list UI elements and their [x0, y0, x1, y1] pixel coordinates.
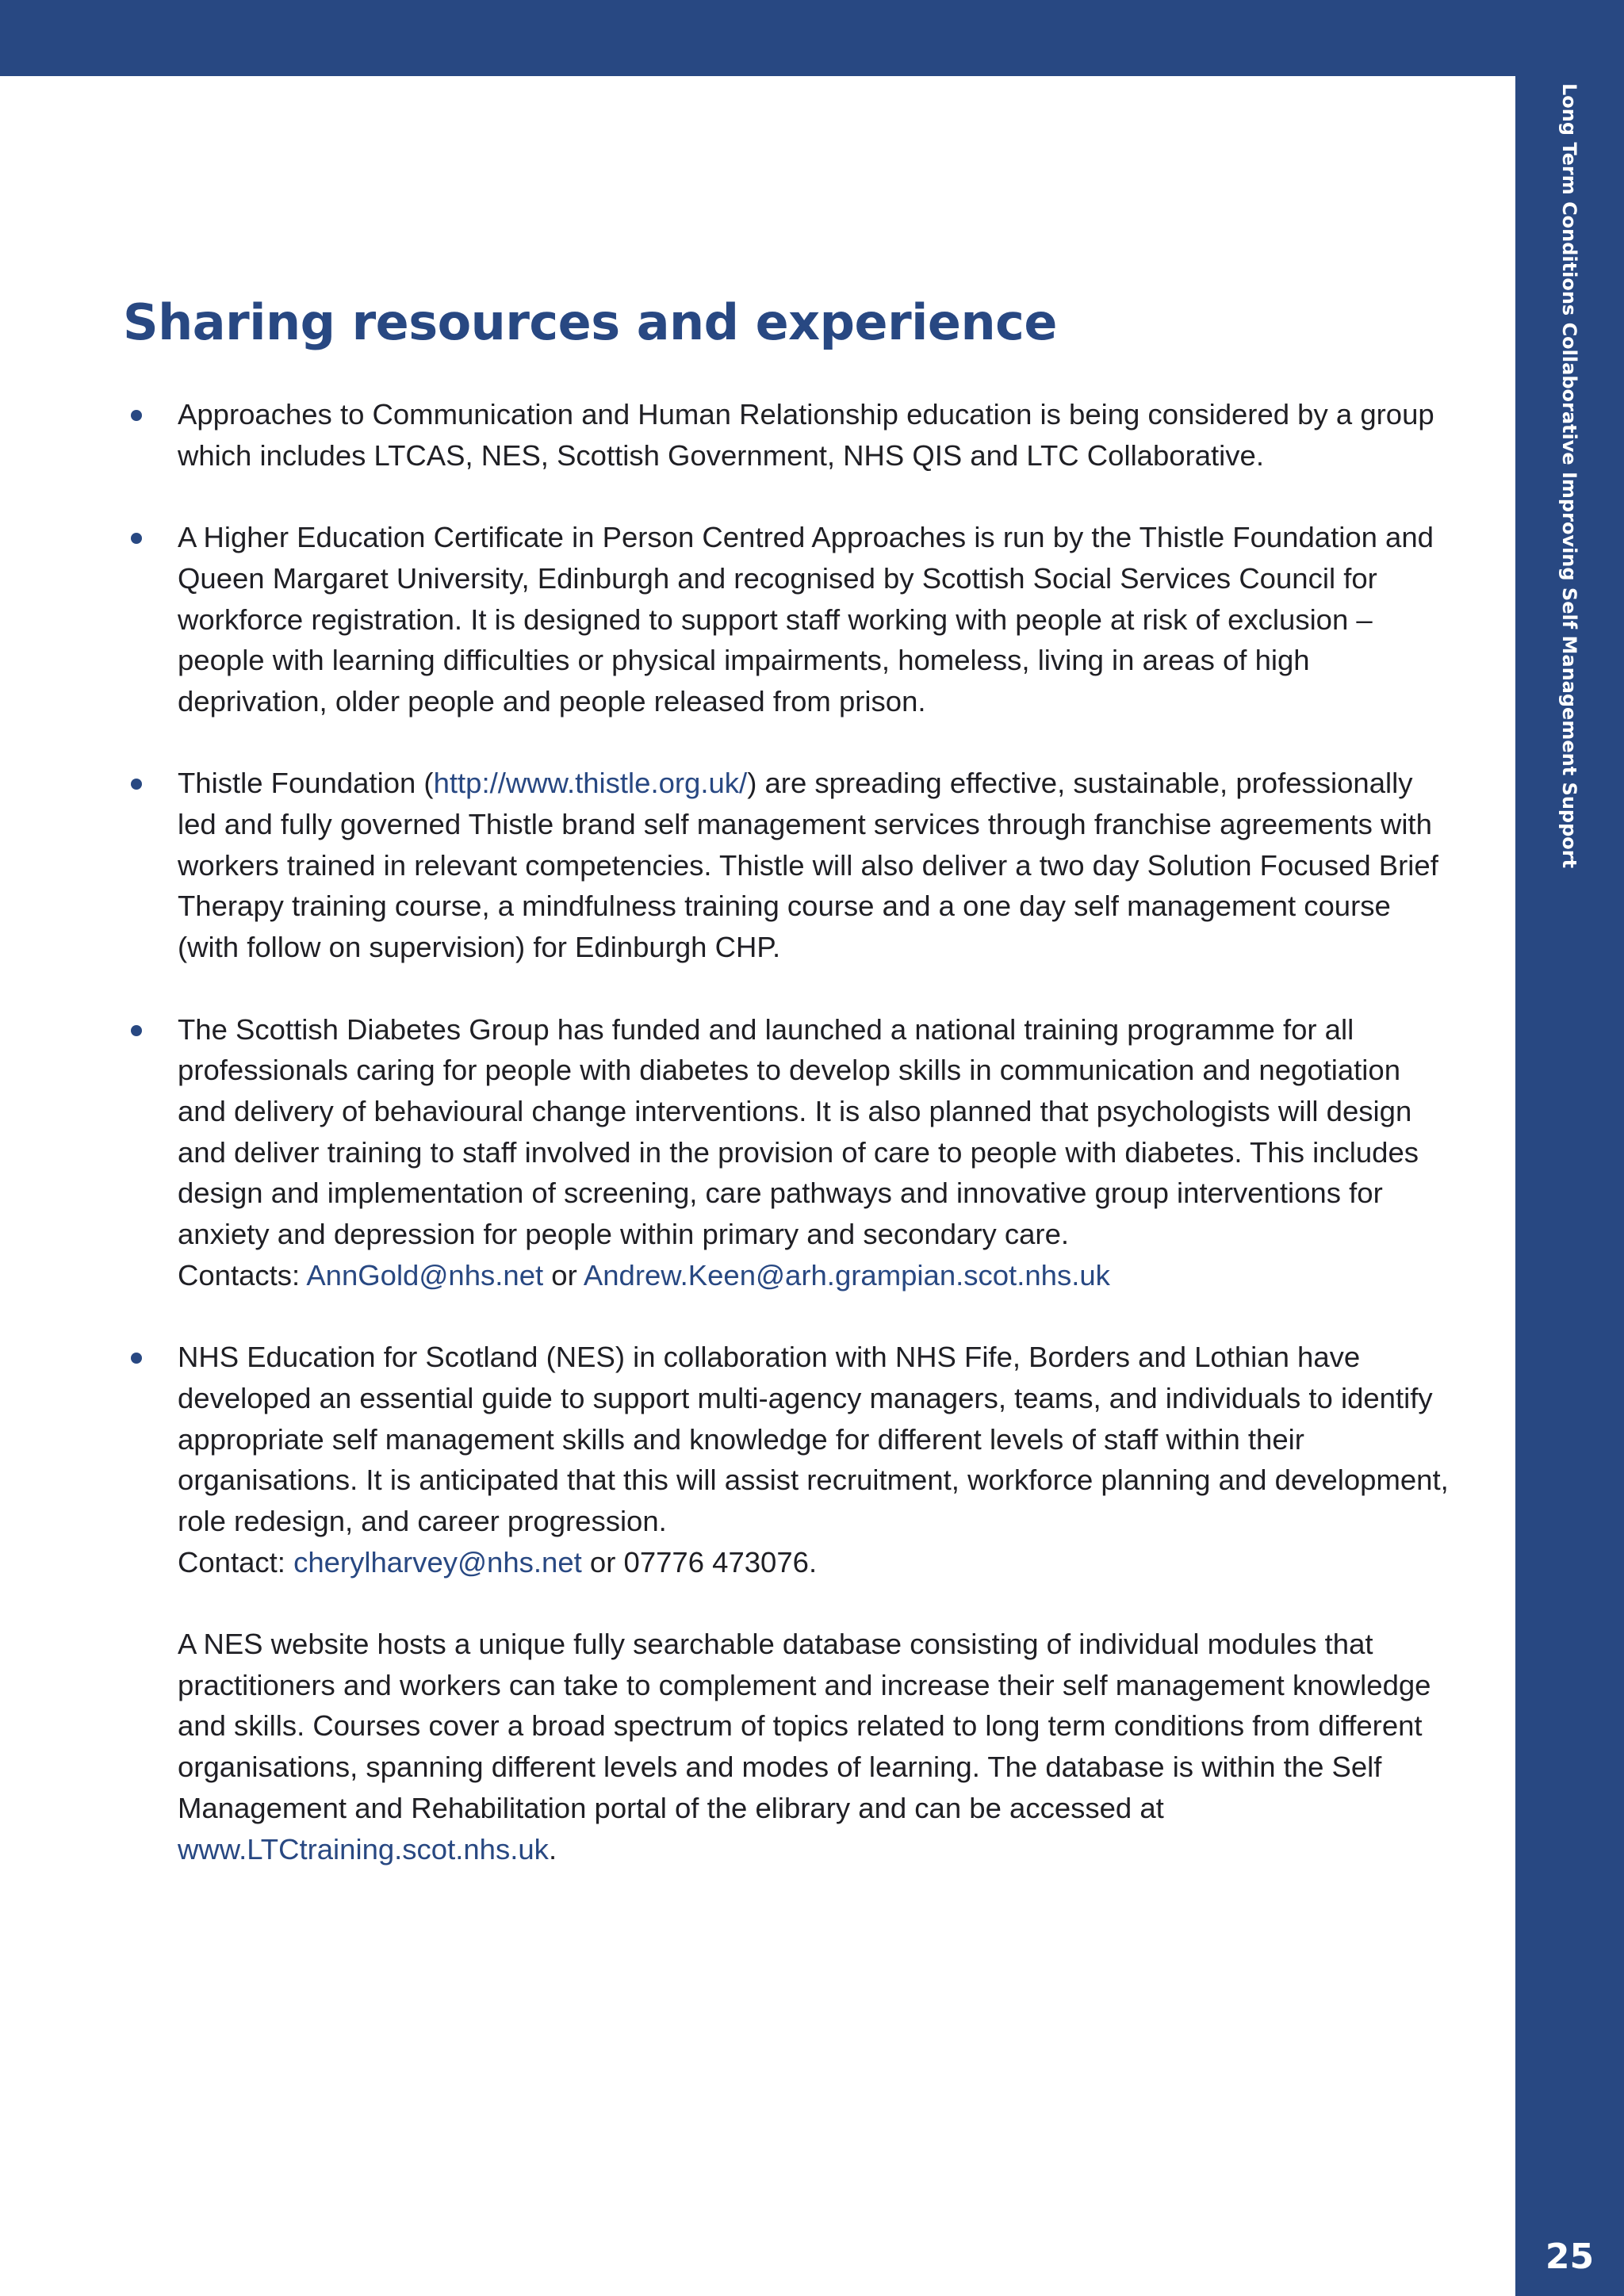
- phone-text: or 07776 473076.: [581, 1545, 818, 1578]
- bullet-icon: [131, 1025, 142, 1036]
- bullet-icon: [131, 410, 142, 421]
- ltc-training-link[interactable]: www.LTCtraining.scot.nhs.uk: [178, 1832, 549, 1866]
- bullet-text: [178, 763, 1455, 968]
- contacts-line: [178, 1255, 1455, 1296]
- or-separator: or: [543, 1258, 584, 1292]
- thistle-website-link[interactable]: http://www.thistle.org.uk/: [433, 767, 748, 800]
- website-end: .: [548, 1832, 557, 1866]
- bullet-icon: [131, 779, 142, 790]
- list-item: [123, 394, 1455, 476]
- top-header-band: [0, 0, 1624, 76]
- side-running-title: Long Term Conditions Collaborative Improving Self Management Support: [1558, 83, 1580, 869]
- website-text: A NES website hosts a unique fully searchable database consisting of individual modules that practitioners and workers can take to complement and increase their self management knowledge and skills. Courses cover a broad spectrum of topics related to long term conditions from different organisations, spanning different levels and modes of learning. The database is within the Self Management and Rehabilitation portal of the elibrary and can be accessed at: [178, 1628, 1431, 1824]
- bullet-icon: [131, 533, 142, 544]
- bullet-text: Approaches to Communication and Human Relationship education is being considered by a group which includes LTCAS, NES, Scottish Government, NHS QIS and LTC Collaborative.: [178, 398, 1434, 472]
- email-link-cherylharvey[interactable]: cherylharvey@nhs.net: [293, 1545, 582, 1578]
- bullet-text: A Higher Education Certificate in Person Centred Approaches is run by the Thistle Foundation and Queen Margaret University, Edinburgh and recognised by Scottish Social Services Council for workforce registration. It is designed to support staff working with people at risk of exclusion – people with learning difficulties or physical impairments, homeless, living in areas of high deprivation, older people and people released from prison.: [178, 521, 1434, 718]
- list-item: [123, 763, 1455, 968]
- thistle-body-text: ) are spreading effective, sustainable, professionally led and fully governed Thistle brand self management services through franchise agreements with workers trained in relevant competencies. Thistle will also deliver a two day Solution Focused Brief Therapy training course, a mindfulness training course and a one day self management course (with follow on supervision) for Edinburgh CHP.: [178, 767, 1438, 964]
- bullet-text: NHS Education for Scotland (NES) in collaboration with NHS Fife, Borders and Lothian have developed an essential guide to support multi-agency managers, teams, and individuals to identify appropriate self management skills and knowledge for different levels of staff within their organisations. It is anticipated that this will assist recruitment, workforce planning and development, role redesign, and career progression.: [178, 1341, 1449, 1537]
- page-title: Sharing resources and experience: [123, 293, 1057, 351]
- contact-line: [178, 1542, 1455, 1583]
- list-item: [123, 517, 1455, 722]
- bullet-text: The Scottish Diabetes Group has funded and launched a national training programme for all professionals caring for people with diabetes to develop skills in communication and negotiation and delivery of behavioural change interventions. It is also planned that psychologists will design and deliver training to staff involved in the provision of care to people with diabetes. This includes design and implementation of screening, care pathways and innovative group interventions for anxiety and depression for people within primary and secondary care.: [178, 1012, 1419, 1251]
- website-paragraph: [178, 1624, 1455, 1869]
- contact-label: Contact:: [178, 1545, 294, 1578]
- page-number: 25: [1545, 2237, 1595, 2277]
- email-link-anngold[interactable]: AnnGold@nhs.net: [306, 1258, 544, 1292]
- bullet-list: [123, 394, 1455, 1869]
- thistle-lead-text: Thistle Foundation (: [178, 767, 434, 800]
- list-item: [123, 1009, 1455, 1296]
- list-item: [123, 1337, 1455, 1869]
- contacts-label: Contacts:: [178, 1258, 307, 1292]
- email-link-andrew-keen[interactable]: Andrew.Keen@arh.grampian.scot.nhs.uk: [583, 1258, 1110, 1292]
- bullet-icon: [131, 1353, 142, 1364]
